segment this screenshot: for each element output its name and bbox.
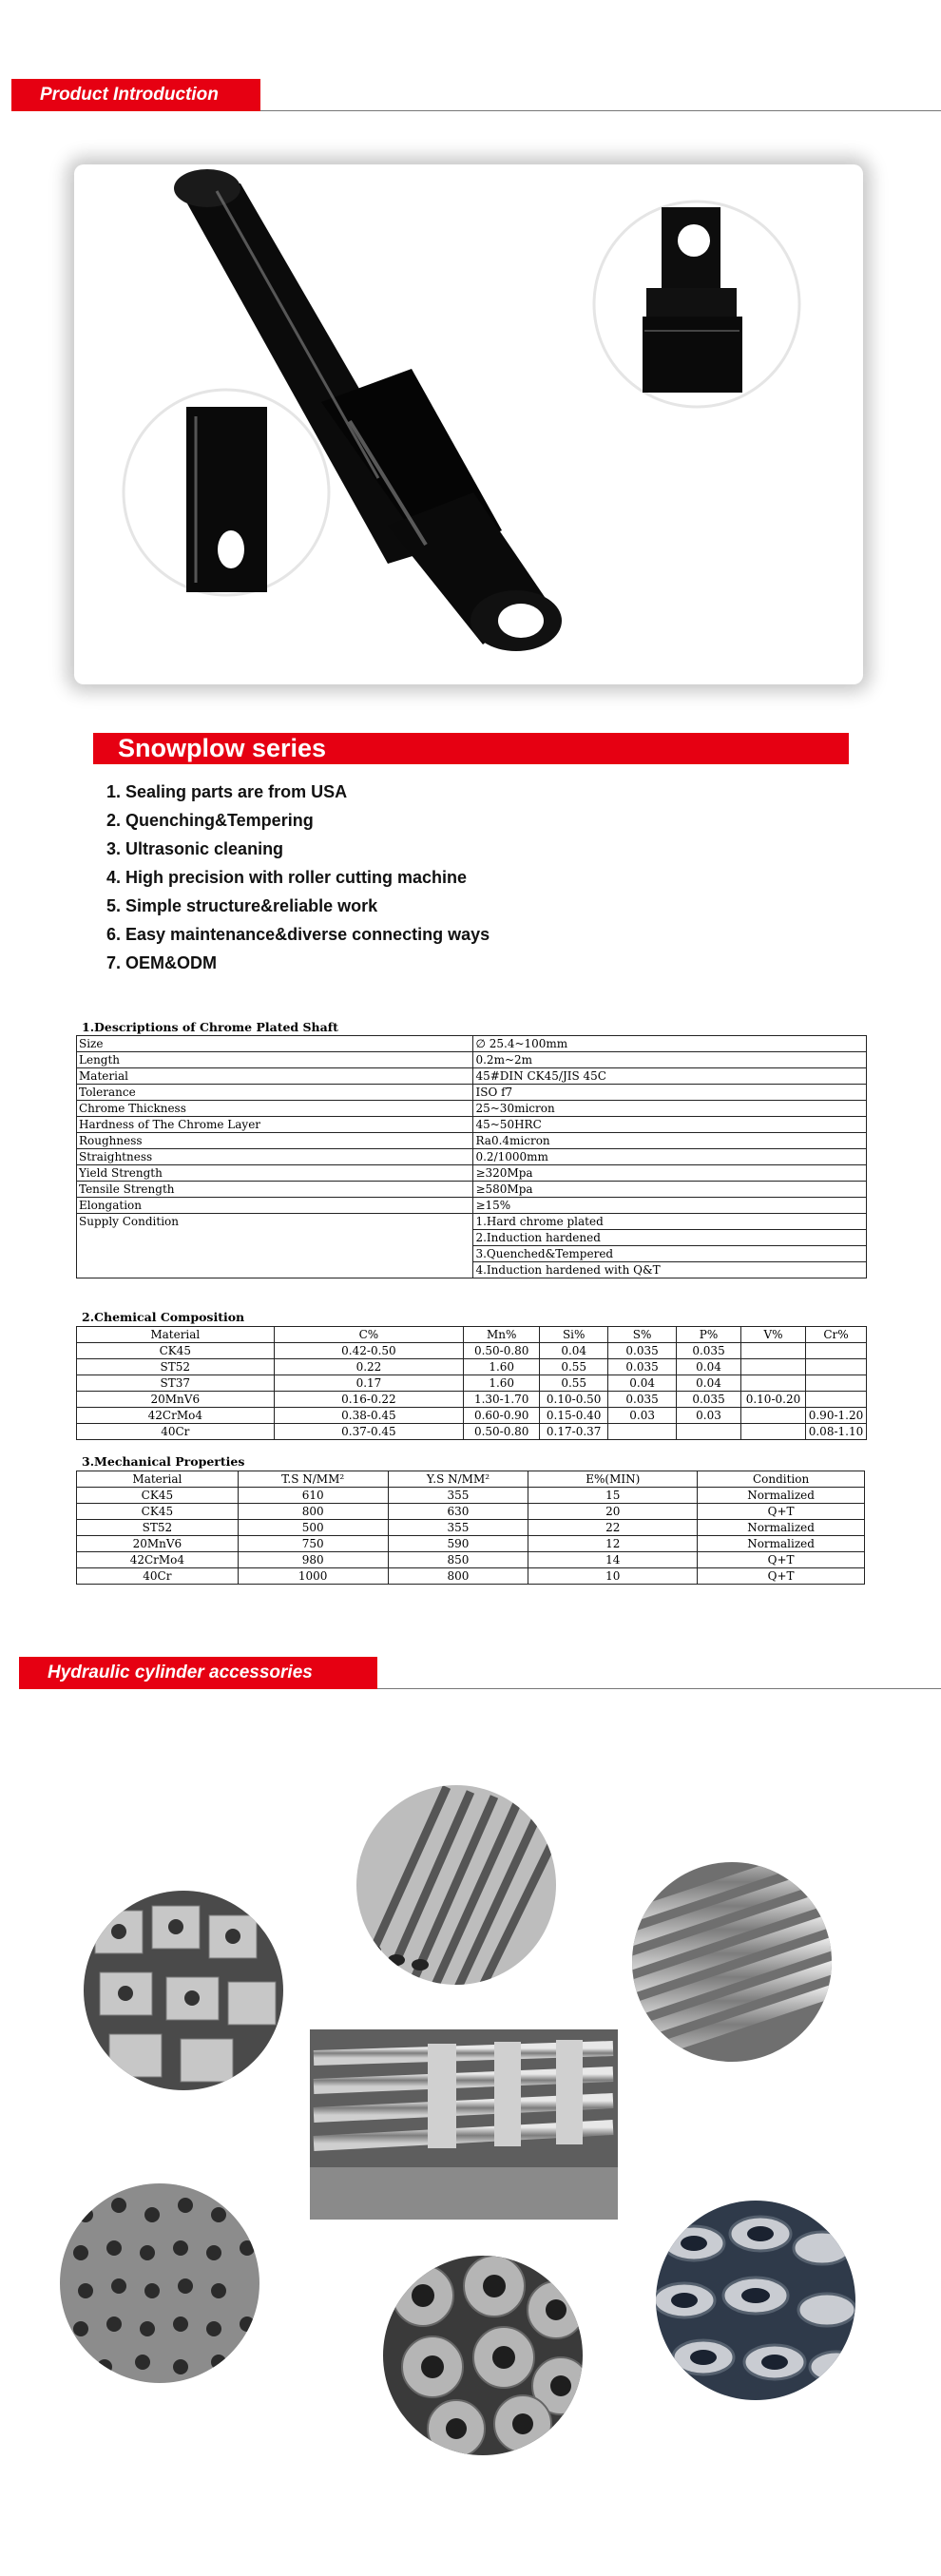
- table-cell: 42CrMo4: [77, 1408, 275, 1424]
- table-cell: 0.04: [608, 1375, 677, 1392]
- feature-item: 5. Simple structure&reliable work: [106, 896, 378, 915]
- spec-value: 25~30micron: [473, 1101, 867, 1117]
- table-cell: 750: [238, 1536, 388, 1552]
- section-divider: [377, 1688, 941, 1689]
- table-cell: 0.10-0.50: [540, 1392, 608, 1408]
- table-cell: 0.42-0.50: [274, 1343, 464, 1359]
- table-cell: 0.035: [677, 1392, 741, 1408]
- table-cell: 0.60-0.90: [464, 1408, 540, 1424]
- spec-value: ≥580Mpa: [473, 1182, 867, 1198]
- column-header: Mn%: [464, 1327, 540, 1343]
- table-cell: Q+T: [698, 1552, 865, 1568]
- table-cell: 0.38-0.45: [274, 1408, 464, 1424]
- spec-label: Supply Condition: [77, 1214, 473, 1278]
- table-cell: 1000: [238, 1568, 388, 1585]
- table-row: [77, 1375, 867, 1392]
- table-row: [77, 1536, 865, 1552]
- column-header: P%: [677, 1327, 741, 1343]
- table-cell: 0.17: [274, 1375, 464, 1392]
- spec-label: Chrome Thickness: [77, 1101, 473, 1117]
- table-cell: 0.035: [608, 1392, 677, 1408]
- snowplow-series-banner: Snowplow series: [93, 733, 849, 764]
- spec-label: Size: [77, 1036, 473, 1052]
- table-cell: 800: [388, 1568, 528, 1585]
- perforated-plates-photo: [57, 2182, 266, 2391]
- spec-value: 0.2m~2m: [473, 1052, 867, 1068]
- table-cell: [677, 1424, 741, 1440]
- table-row: [77, 1552, 865, 1568]
- table-cell: 0.17-0.37: [540, 1424, 608, 1440]
- table-cell: 0.55: [540, 1359, 608, 1375]
- table-cell: 20MnV6: [77, 1536, 239, 1552]
- machined-blocks-photo: [81, 1887, 290, 2096]
- feature-item: 7. OEM&ODM: [106, 953, 218, 972]
- table-cell: 0.55: [540, 1375, 608, 1392]
- spec-value: 1.Hard chrome plated: [473, 1214, 867, 1230]
- table-cell: Normalized: [698, 1536, 865, 1552]
- table-cell: 0.10-0.20: [740, 1392, 805, 1408]
- table-cell: [740, 1343, 805, 1359]
- spec-value: 45~50HRC: [473, 1117, 867, 1133]
- spec-value: 0.2/1000mm: [473, 1149, 867, 1165]
- table-cell: 0.035: [608, 1343, 677, 1359]
- spec-label: Hardness of The Chrome Layer: [77, 1117, 473, 1133]
- table-cell: [805, 1359, 866, 1375]
- table-cell: 0.50-0.80: [464, 1424, 540, 1440]
- table-row: [77, 1052, 867, 1068]
- table-row: [77, 1133, 867, 1149]
- table-cell: 40Cr: [77, 1568, 239, 1585]
- column-header: C%: [274, 1327, 464, 1343]
- table-header-row: [77, 1471, 865, 1488]
- detail-circle-bottom: [124, 390, 329, 595]
- spec-label: Elongation: [77, 1198, 473, 1214]
- table-cell: [740, 1424, 805, 1440]
- feature-item: 1. Sealing parts are from USA: [106, 782, 348, 801]
- table-row: [77, 1149, 867, 1165]
- column-header: Si%: [540, 1327, 608, 1343]
- table-cell: [740, 1375, 805, 1392]
- table-row: [77, 1214, 867, 1230]
- table-row: [77, 1165, 867, 1182]
- table-row: [77, 1392, 867, 1408]
- table-cell: 0.04: [677, 1375, 741, 1392]
- table-row: [77, 1359, 867, 1375]
- section-divider: [260, 110, 941, 111]
- spec-label: Tolerance: [77, 1085, 473, 1101]
- column-header: Condition: [698, 1471, 865, 1488]
- table-row: [77, 1198, 867, 1214]
- table-row: [77, 1488, 865, 1504]
- spec-value: 4.Induction hardened with Q&T: [473, 1262, 867, 1278]
- table-cell: 42CrMo4: [77, 1552, 239, 1568]
- table-cell: 15: [528, 1488, 698, 1504]
- table-cell: Q+T: [698, 1568, 865, 1585]
- accessories-collage: [0, 1701, 941, 2557]
- table-cell: 0.50-0.80: [464, 1343, 540, 1359]
- table-cell: [805, 1343, 866, 1359]
- feature-item: 6. Easy maintenance&diverse connecting ways: [106, 925, 490, 944]
- table-row: [77, 1036, 867, 1052]
- chrome-rods-photo: [618, 1844, 846, 2067]
- spec-value: 45#DIN CK45/JIS 45C: [473, 1068, 867, 1085]
- table-cell: 10: [528, 1568, 698, 1585]
- table-cell: 1.30-1.70: [464, 1392, 540, 1408]
- table-cell: 0.04: [540, 1343, 608, 1359]
- table-cell: CK45: [77, 1504, 239, 1520]
- spec-value: 2.Induction hardened: [473, 1230, 867, 1246]
- spec-value: ≥320Mpa: [473, 1165, 867, 1182]
- table-cell: 0.08-1.10: [805, 1424, 866, 1440]
- column-header: Y.S N/MM²: [388, 1471, 528, 1488]
- spec-table-title: 1.Descriptions of Chrome Plated Shaft: [82, 1020, 338, 1034]
- table-cell: 12: [528, 1536, 698, 1552]
- feature-item: 3. Ultrasonic cleaning: [106, 839, 284, 858]
- table-cell: [805, 1392, 866, 1408]
- product-introduction-banner: Product Introduction: [11, 79, 260, 111]
- detail-circle-top: [594, 202, 799, 407]
- spec-label: Tensile Strength: [77, 1182, 473, 1198]
- feature-list: [106, 778, 490, 977]
- table-cell: CK45: [77, 1343, 275, 1359]
- table-cell: 630: [388, 1504, 528, 1520]
- table-cell: 40Cr: [77, 1424, 275, 1440]
- table-cell: 0.04: [677, 1359, 741, 1375]
- table-cell: Normalized: [698, 1488, 865, 1504]
- table-cell: 0.16-0.22: [274, 1392, 464, 1408]
- column-header: S%: [608, 1327, 677, 1343]
- table-cell: 0.22: [274, 1359, 464, 1375]
- table-cell: 0.37-0.45: [274, 1424, 464, 1440]
- table-cell: 590: [388, 1536, 528, 1552]
- product-photo: [74, 164, 863, 684]
- table-cell: 0.035: [608, 1359, 677, 1375]
- table-cell: Q+T: [698, 1504, 865, 1520]
- column-header: T.S N/MM²: [238, 1471, 388, 1488]
- spec-label: Yield Strength: [77, 1165, 473, 1182]
- steel-tubes-photo: [352, 1782, 566, 1991]
- column-header: V%: [740, 1327, 805, 1343]
- table-cell: 0.90-1.20: [805, 1408, 866, 1424]
- table-row: [77, 1408, 867, 1424]
- feature-item: 2. Quenching&Tempering: [106, 811, 314, 830]
- accessories-banner: Hydraulic cylinder accessories: [19, 1657, 377, 1689]
- table-cell: 22: [528, 1520, 698, 1536]
- spec-label: Length: [77, 1052, 473, 1068]
- table-cell: 0.03: [677, 1408, 741, 1424]
- spec-value: Ra0.4micron: [473, 1133, 867, 1149]
- table-cell: 20MnV6: [77, 1392, 275, 1408]
- table-cell: 20: [528, 1504, 698, 1520]
- table-cell: 0.03: [608, 1408, 677, 1424]
- spec-value: ∅ 25.4~100mm: [473, 1036, 867, 1052]
- spec-value: ISO f7: [473, 1085, 867, 1101]
- spec-label: Material: [77, 1068, 473, 1085]
- table-row: [77, 1424, 867, 1440]
- table-cell: 850: [388, 1552, 528, 1568]
- table-cell: Normalized: [698, 1520, 865, 1536]
- table-cell: [805, 1375, 866, 1392]
- table-row: [77, 1117, 867, 1133]
- table-cell: CK45: [77, 1488, 239, 1504]
- table-cell: 0.035: [677, 1343, 741, 1359]
- column-header: Material: [77, 1327, 275, 1343]
- table-cell: [740, 1408, 805, 1424]
- table-header-row: [77, 1327, 867, 1343]
- table-row: [77, 1182, 867, 1198]
- table-row: [77, 1101, 867, 1117]
- spec-value: ≥15%: [473, 1198, 867, 1214]
- table-cell: [608, 1424, 677, 1440]
- table-cell: 1.60: [464, 1359, 540, 1375]
- column-header: E%(MIN): [528, 1471, 698, 1488]
- table-cell: ST52: [77, 1359, 275, 1375]
- table-row: [77, 1504, 865, 1520]
- mechanical-table-title: 3.Mechanical Properties: [82, 1454, 245, 1469]
- table-cell: 800: [238, 1504, 388, 1520]
- table-row: [77, 1068, 867, 1085]
- table-cell: 355: [388, 1488, 528, 1504]
- table-row: [77, 1520, 865, 1536]
- table-cell: ST52: [77, 1520, 239, 1536]
- spec-value: 3.Quenched&Tempered: [473, 1246, 867, 1262]
- table-row: [77, 1085, 867, 1101]
- spec-label: Roughness: [77, 1133, 473, 1149]
- table-cell: 355: [388, 1520, 528, 1536]
- spec-table: [76, 1035, 867, 1278]
- table-row: [77, 1568, 865, 1585]
- steel-rings-photo: [651, 2196, 863, 2405]
- table-cell: 14: [528, 1552, 698, 1568]
- table-cell: 1.60: [464, 1375, 540, 1392]
- spec-label: Straightness: [77, 1149, 473, 1165]
- table-cell: [740, 1359, 805, 1375]
- column-header: Material: [77, 1471, 239, 1488]
- table-row: [77, 1343, 867, 1359]
- table-cell: 0.15-0.40: [540, 1408, 608, 1424]
- column-header: Cr%: [805, 1327, 866, 1343]
- chemical-table-title: 2.Chemical Composition: [82, 1310, 245, 1324]
- flanges-photo: [380, 2253, 589, 2462]
- mechanical-table: [76, 1471, 865, 1585]
- assembled-cylinders-photo: [310, 2029, 618, 2220]
- table-cell: 980: [238, 1552, 388, 1568]
- feature-item: 4. High precision with roller cutting machine: [106, 868, 468, 887]
- table-cell: 500: [238, 1520, 388, 1536]
- table-cell: 610: [238, 1488, 388, 1504]
- chemical-table: [76, 1326, 867, 1440]
- table-cell: ST37: [77, 1375, 275, 1392]
- hydraulic-cylinder-illustration: [74, 164, 863, 684]
